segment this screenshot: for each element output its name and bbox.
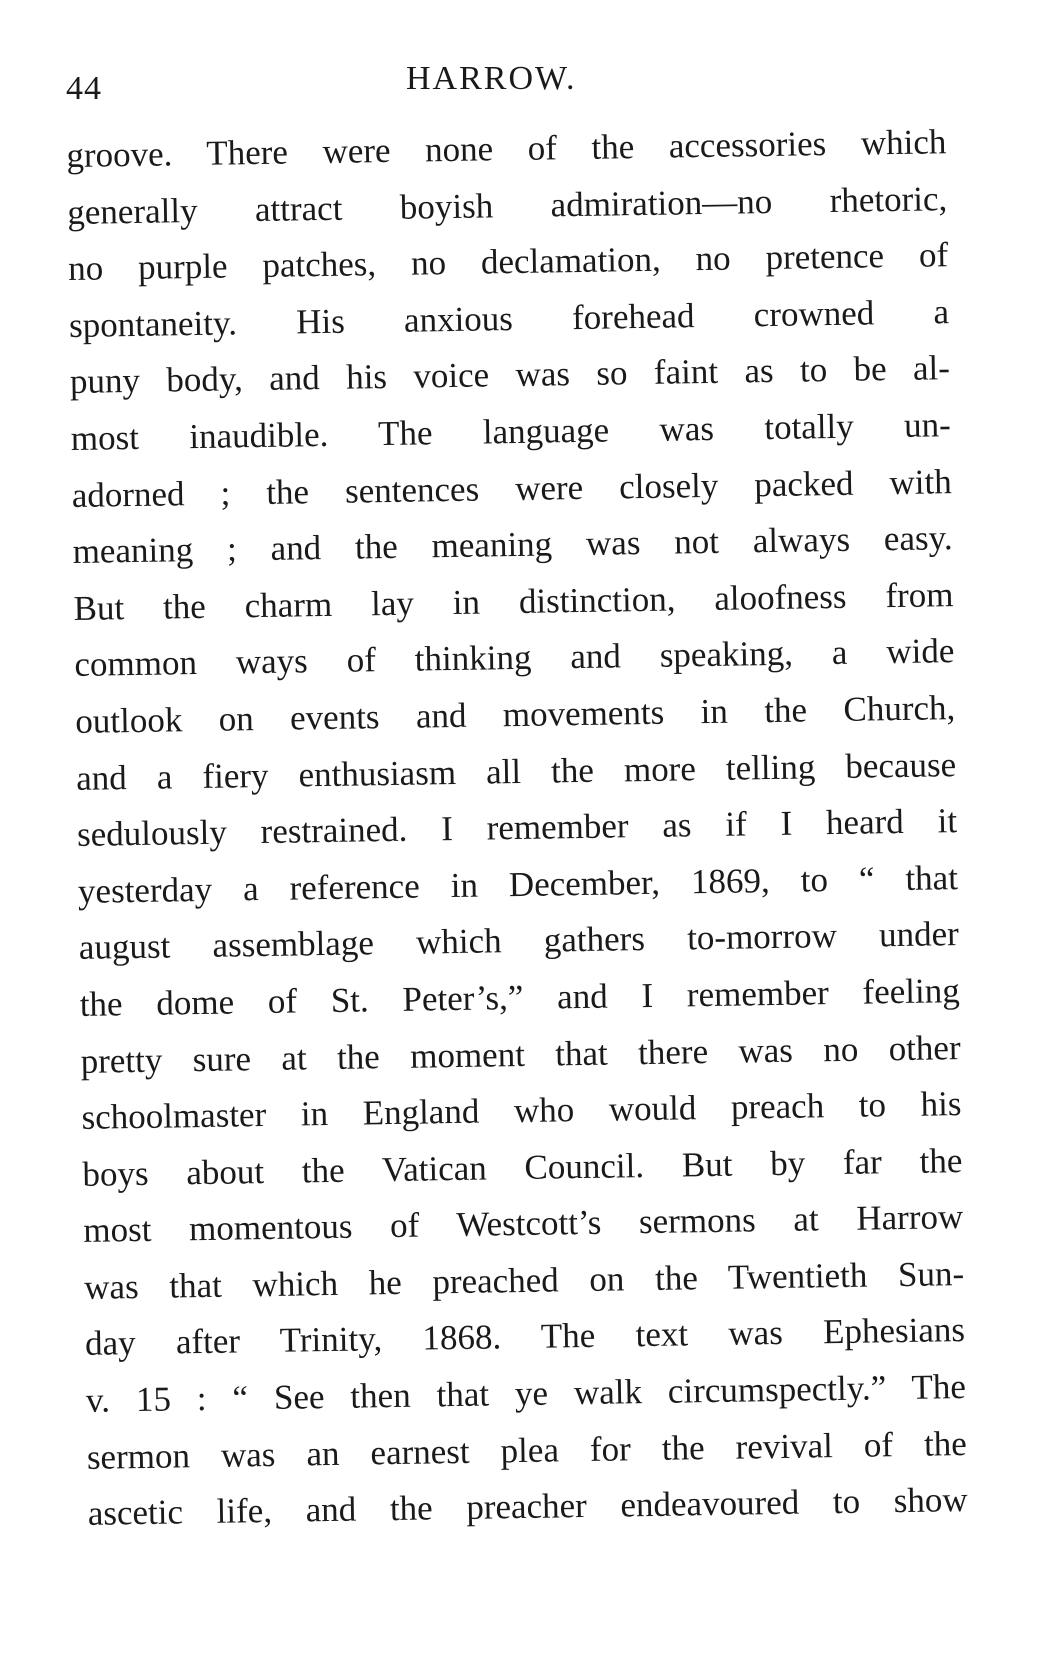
text-line: most momentous of Westcott’s sermons at Harrow xyxy=(83,1197,964,1251)
text-line: was that which he preached on the Twentieth Sun- xyxy=(83,1253,965,1307)
text-line: pretty sure at the moment that there was no other xyxy=(80,1027,961,1081)
text-line: sedulously restrained. I remember as if I heard it xyxy=(76,801,958,855)
text-line: boys about the Vatican Council. But by far the xyxy=(82,1140,963,1194)
text-line: groove. There were none of the accessories which xyxy=(66,122,947,175)
text-line: adorned ; the sentences were closely packed with xyxy=(71,461,952,515)
text-line: most inaudible. The language was totally un- xyxy=(70,405,952,458)
text-line: spontaneity. His anxious forehead crowned a xyxy=(68,291,950,345)
page-number: 44 xyxy=(66,70,102,107)
text-line: puny body, and his voice was so faint as to be al- xyxy=(69,348,951,402)
text-line: the dome of St. Peter’s,” and I remember feeling xyxy=(79,970,960,1024)
page-header xyxy=(66,58,976,108)
text-line: outlook on events and movements in the Church, xyxy=(75,688,956,741)
text-line: yesterday a reference in December, 1869, to “ that xyxy=(77,857,959,911)
text-line: august assemblage which gathers to-morrow under xyxy=(78,914,960,968)
text-line: v. 15 : “ See then that ye walk circumspectly.” The xyxy=(85,1367,967,1420)
text-line: no purple patches, no declamation, no pretence of xyxy=(67,235,949,289)
body-paragraph xyxy=(66,114,998,1543)
text-line: sermon was an earnest plea for the revival of the xyxy=(86,1423,968,1477)
text-line: and a fiery enthusiasm all the more telling because xyxy=(75,744,957,798)
text-line: schoolmaster in England who would preach to his xyxy=(81,1084,962,1137)
text-line: common ways of thinking and speaking, a wide xyxy=(74,631,955,685)
text-line: ascetic life, and the preacher endeavoured to show xyxy=(87,1480,968,1534)
text-line: But the charm lay in distinction, aloofness from xyxy=(73,574,954,628)
text-line: meaning ; and the meaning was not always easy. xyxy=(72,518,953,572)
text-line: day after Trinity, 1868. The text was Ephesians xyxy=(84,1310,966,1364)
running-title: HARROW. xyxy=(406,60,577,97)
text-line: generally attract boyish admiration—no rhetoric, xyxy=(67,178,948,232)
